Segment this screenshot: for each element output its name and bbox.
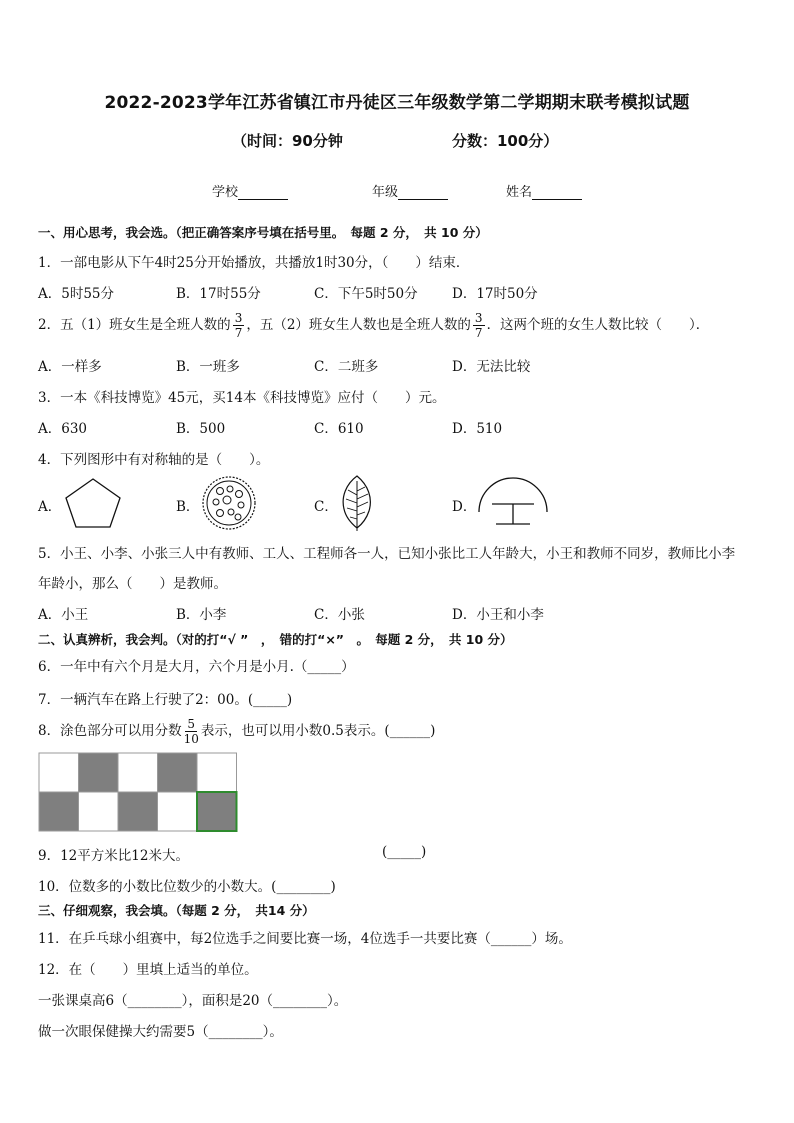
name-field (506, 181, 582, 200)
question-7: 7．一辆汽车在路上行驶了2：00。(_____) (38, 692, 293, 708)
grid-cell-shaded (79, 753, 119, 792)
grid-cell (197, 753, 237, 792)
q5-option-c[interactable]: C．小张 (314, 607, 365, 623)
q1-option-b[interactable]: B．17时55分 (176, 286, 261, 302)
question-8 (38, 712, 435, 750)
question-1: 1．一部电影从下午4时25分开始播放，共播放1时30分，（ ）结束． (38, 255, 470, 271)
exam-score: 分数：100分） (452, 132, 559, 150)
section-2-heading: 二、认真辨析，我会判。（对的打“√ ” ， 错的打“×” 。 每题 2 分， 共 10 分） (38, 632, 513, 647)
patterned-circle-figure (200, 475, 258, 531)
grid-cell (79, 792, 119, 831)
page-title: 2022-2023学年江苏省镇江市丹徒区三年级数学第二学期期末联考模拟试题 (104, 93, 690, 113)
q2-option-a[interactable]: A．一样多 (38, 359, 102, 375)
grade-label: 年级 (372, 185, 399, 200)
q4-option-b[interactable]: B． (176, 499, 200, 515)
grade-blank[interactable] (398, 187, 448, 200)
school-field (212, 181, 288, 200)
question-5-line-2: 年龄小，那么（ ）是教师。 (38, 576, 227, 592)
question-12-line-1: 一张课桌高6（________），面积是20（________）。 (38, 993, 348, 1009)
fraction-5-10 (184, 717, 199, 746)
question-5-line-1: 5．小王、小李、小张三人中有教师、工人、工程师各一人，已知小张比工人年龄大，小王和教师不同岁，教师比小李 (38, 546, 736, 562)
fraction-numerator: 5 (187, 717, 196, 731)
grid-cell (118, 753, 158, 792)
grid-cell-shaded (118, 792, 158, 831)
school-label: 学校 (212, 185, 239, 200)
exam-time: （时间：90分钟 (232, 132, 343, 150)
q3-option-a[interactable]: A．630 (38, 421, 88, 437)
q1-option-a[interactable]: A．5时55分 (38, 286, 115, 302)
grid-cell (39, 753, 79, 792)
q3-option-c[interactable]: C．610 (314, 421, 364, 437)
leaf-figure (338, 473, 376, 533)
shaded-grid-figure (36, 751, 242, 833)
q5-option-b[interactable]: B．小李 (176, 607, 227, 623)
section-3-heading: 三、仔细观察，我会填。（每题 2 分， 共14 分） (38, 903, 315, 918)
arch-figure (476, 472, 550, 530)
q5-option-d[interactable]: D．小王和小李 (452, 607, 544, 623)
pentagon-figure (62, 476, 124, 530)
grid-cell-shaded (197, 792, 237, 831)
question-12-line-2: 做一次眼保健操大约需要5（________）。 (38, 1024, 283, 1040)
fraction-3-7 (233, 311, 245, 340)
grid-cell (158, 792, 198, 831)
q2-text-b: ，五（2）班女生人数也是全班人数的 (246, 317, 471, 333)
question-6: 6．一年中有六个月是大月，六个月是小月.（_____） (38, 659, 355, 675)
q2-text-a: 2．五（1）班女生是全班人数的 (38, 317, 231, 333)
q8-text-a: 8．涂色部分可以用分数 (38, 723, 182, 739)
q2-option-b[interactable]: B．一班多 (176, 359, 240, 375)
q2-text-c: ．这两个班的女生人数比较（ ）． (486, 317, 710, 333)
name-label: 姓名 (506, 185, 533, 200)
q1-option-d[interactable]: D．17时50分 (452, 286, 538, 302)
q1-option-c[interactable]: C．下午5时50分 (314, 286, 418, 302)
q2-option-c[interactable]: C．二班多 (314, 359, 379, 375)
name-blank[interactable] (532, 187, 582, 200)
question-2 (38, 310, 709, 340)
fraction-denominator: 7 (474, 326, 483, 340)
grade-field (372, 181, 448, 200)
school-blank[interactable] (238, 187, 288, 200)
fraction-numerator: 3 (474, 311, 483, 325)
fraction-denominator: 10 (183, 732, 199, 746)
fraction-denominator: 7 (234, 326, 243, 340)
grid-cell-shaded (158, 753, 198, 792)
fraction-3-7 (473, 311, 485, 340)
q9-answer-blank[interactable]: (_____) (382, 844, 427, 860)
question-3: 3．一本《科技博览》45元，买14本《科技博览》应付（ ）元。 (38, 390, 446, 406)
q2-option-d[interactable]: D．无法比较 (452, 359, 531, 375)
q8-text-b: 表示，也可以用小数0.5表示。(______) (200, 723, 436, 739)
question-9: 9．12平方米比12米大。 (38, 848, 189, 864)
q5-option-a[interactable]: A．小王 (38, 607, 89, 623)
q3-option-d[interactable]: D．510 (452, 421, 503, 437)
question-10: 10．位数多的小数比位数少的小数大。(________) (38, 879, 336, 895)
question-4: 4．下列图形中有对称轴的是（ ）。 (38, 452, 270, 468)
q4-option-a[interactable]: A． (38, 499, 62, 515)
q3-option-b[interactable]: B．500 (176, 421, 226, 437)
question-11: 11．在乒乓球小组赛中，每2位选手之间要比赛一场，4位选手一共要比赛（______）场。 (38, 931, 572, 947)
q4-option-d[interactable]: D． (452, 499, 477, 515)
q4-option-c[interactable]: C． (314, 499, 338, 515)
fraction-numerator: 3 (234, 311, 243, 325)
grid-cell-shaded (39, 792, 79, 831)
question-12: 12．在（ ）里填上适当的单位。 (38, 962, 258, 978)
section-1-heading: 一、用心思考，我会选。（把正确答案序号填在括号里。 每题 2 分， 共 10 分） (38, 225, 488, 240)
